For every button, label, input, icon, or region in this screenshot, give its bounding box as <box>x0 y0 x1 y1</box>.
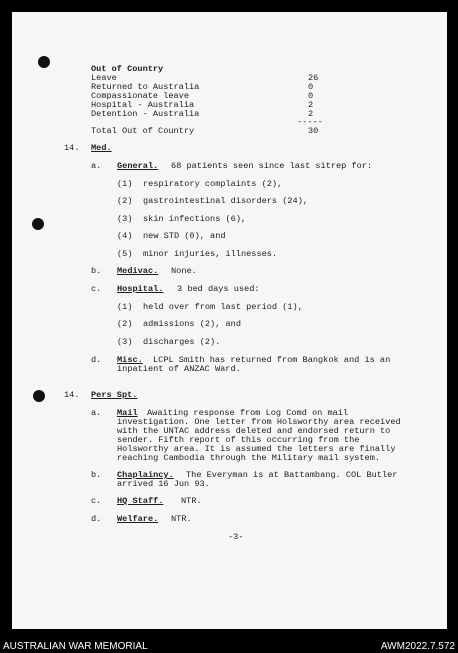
item-text: held over from last period (1), <box>143 302 303 312</box>
pers-heading: Pers Spt. <box>91 390 138 400</box>
item-num: (2) <box>117 196 133 206</box>
row-label: Hospital - Australia <box>91 100 195 110</box>
punch-hole <box>38 56 50 68</box>
mail-text: with the UNTAC address deleted and endorsed return to <box>117 426 391 436</box>
sub-letter: b. <box>91 470 102 480</box>
sub-letter: b. <box>91 266 102 276</box>
hq-staff-text: NTR. <box>181 496 202 506</box>
total-label: Total Out of Country <box>91 126 195 136</box>
item-num: (1) <box>117 179 133 189</box>
medivac-text: None. <box>171 266 197 276</box>
row-value: 2 <box>308 109 314 119</box>
med-heading: Med. <box>91 143 112 153</box>
sub-letter: d. <box>91 514 102 524</box>
section-number: 14. <box>64 143 80 153</box>
row-value: 0 <box>308 91 314 101</box>
sub-letter: d. <box>91 355 102 365</box>
sub-letter: a. <box>91 408 102 418</box>
sub-letter: c. <box>91 284 102 294</box>
hospital-text: 3 bed days used: <box>177 284 260 294</box>
item-num: (5) <box>117 249 133 259</box>
punch-hole <box>33 390 45 402</box>
row-label: Detention - Australia <box>91 109 200 119</box>
mail-text: Awaiting response from Log Comd on mail <box>147 408 349 418</box>
total-rule: ----- <box>297 117 323 127</box>
item-text: admissions (2), and <box>143 319 241 329</box>
general-text: 68 patients seen since last sitrep for: <box>171 161 373 171</box>
chaplaincy-text: arrived 16 Jun 93. <box>117 479 210 489</box>
document-page <box>12 12 447 629</box>
mail-text: reaching Cambodia through the Military mail system. <box>117 453 381 463</box>
item-text: respiratory complaints (2), <box>143 179 283 189</box>
item-text: new STD (0), and <box>143 231 226 241</box>
misc-heading: Misc. <box>117 355 143 365</box>
misc-text: inpatient of ANZAC Ward. <box>117 364 241 374</box>
punch-hole <box>32 218 44 230</box>
item-num: (4) <box>117 231 133 241</box>
row-value: 26 <box>308 73 319 83</box>
row-label: Compassionate leave <box>91 91 189 101</box>
sub-letter: c. <box>91 496 102 506</box>
sub-letter: a. <box>91 161 102 171</box>
out-of-country-heading: Out of Country <box>91 64 164 74</box>
chaplaincy-text: The Everyman is at Battambang. COL Butler <box>186 470 398 480</box>
item-num: (2) <box>117 319 133 329</box>
item-text: minor injuries, illnesses. <box>143 249 278 259</box>
footer-institution: AUSTRALIAN WAR MEMORIAL <box>3 641 148 652</box>
row-value: 0 <box>308 82 314 92</box>
footer-accession: AWM2022.7.572 <box>380 641 455 652</box>
row-label: Leave <box>91 73 117 83</box>
chaplaincy-heading: Chaplaincy. <box>117 470 174 480</box>
welfare-text: NTR. <box>171 514 192 524</box>
hq-staff-heading: HQ Staff. <box>117 496 164 506</box>
mail-heading: Mail <box>117 408 138 418</box>
item-num: (3) <box>117 214 133 224</box>
general-heading: General. <box>117 161 159 171</box>
section-number: 14. <box>64 390 80 400</box>
mail-text: investigation. One letter from Holsworthy area received <box>117 417 401 427</box>
item-text: skin infections (6), <box>143 214 247 224</box>
item-num: (1) <box>117 302 133 312</box>
mail-text: Holsworthy area. It is assumed the letters are finally <box>117 444 396 454</box>
archive-footer <box>0 636 458 653</box>
misc-text: LCPL Smith has returned from Bangkok and is an <box>153 355 391 365</box>
item-num: (3) <box>117 337 133 347</box>
row-label: Returned to Australia <box>91 82 200 92</box>
page-number: -3- <box>228 532 244 542</box>
hospital-heading: Hospital. <box>117 284 164 294</box>
total-value: 30 <box>308 126 319 136</box>
item-text: gastrointestinal disorders (24), <box>143 196 309 206</box>
item-text: discharges (2). <box>143 337 221 347</box>
welfare-heading: Welfare. <box>117 514 159 524</box>
row-value: 2 <box>308 100 314 110</box>
medivac-heading: Medivac. <box>117 266 159 276</box>
mail-text: sender. Fifth report of this occurring from the <box>117 435 360 445</box>
